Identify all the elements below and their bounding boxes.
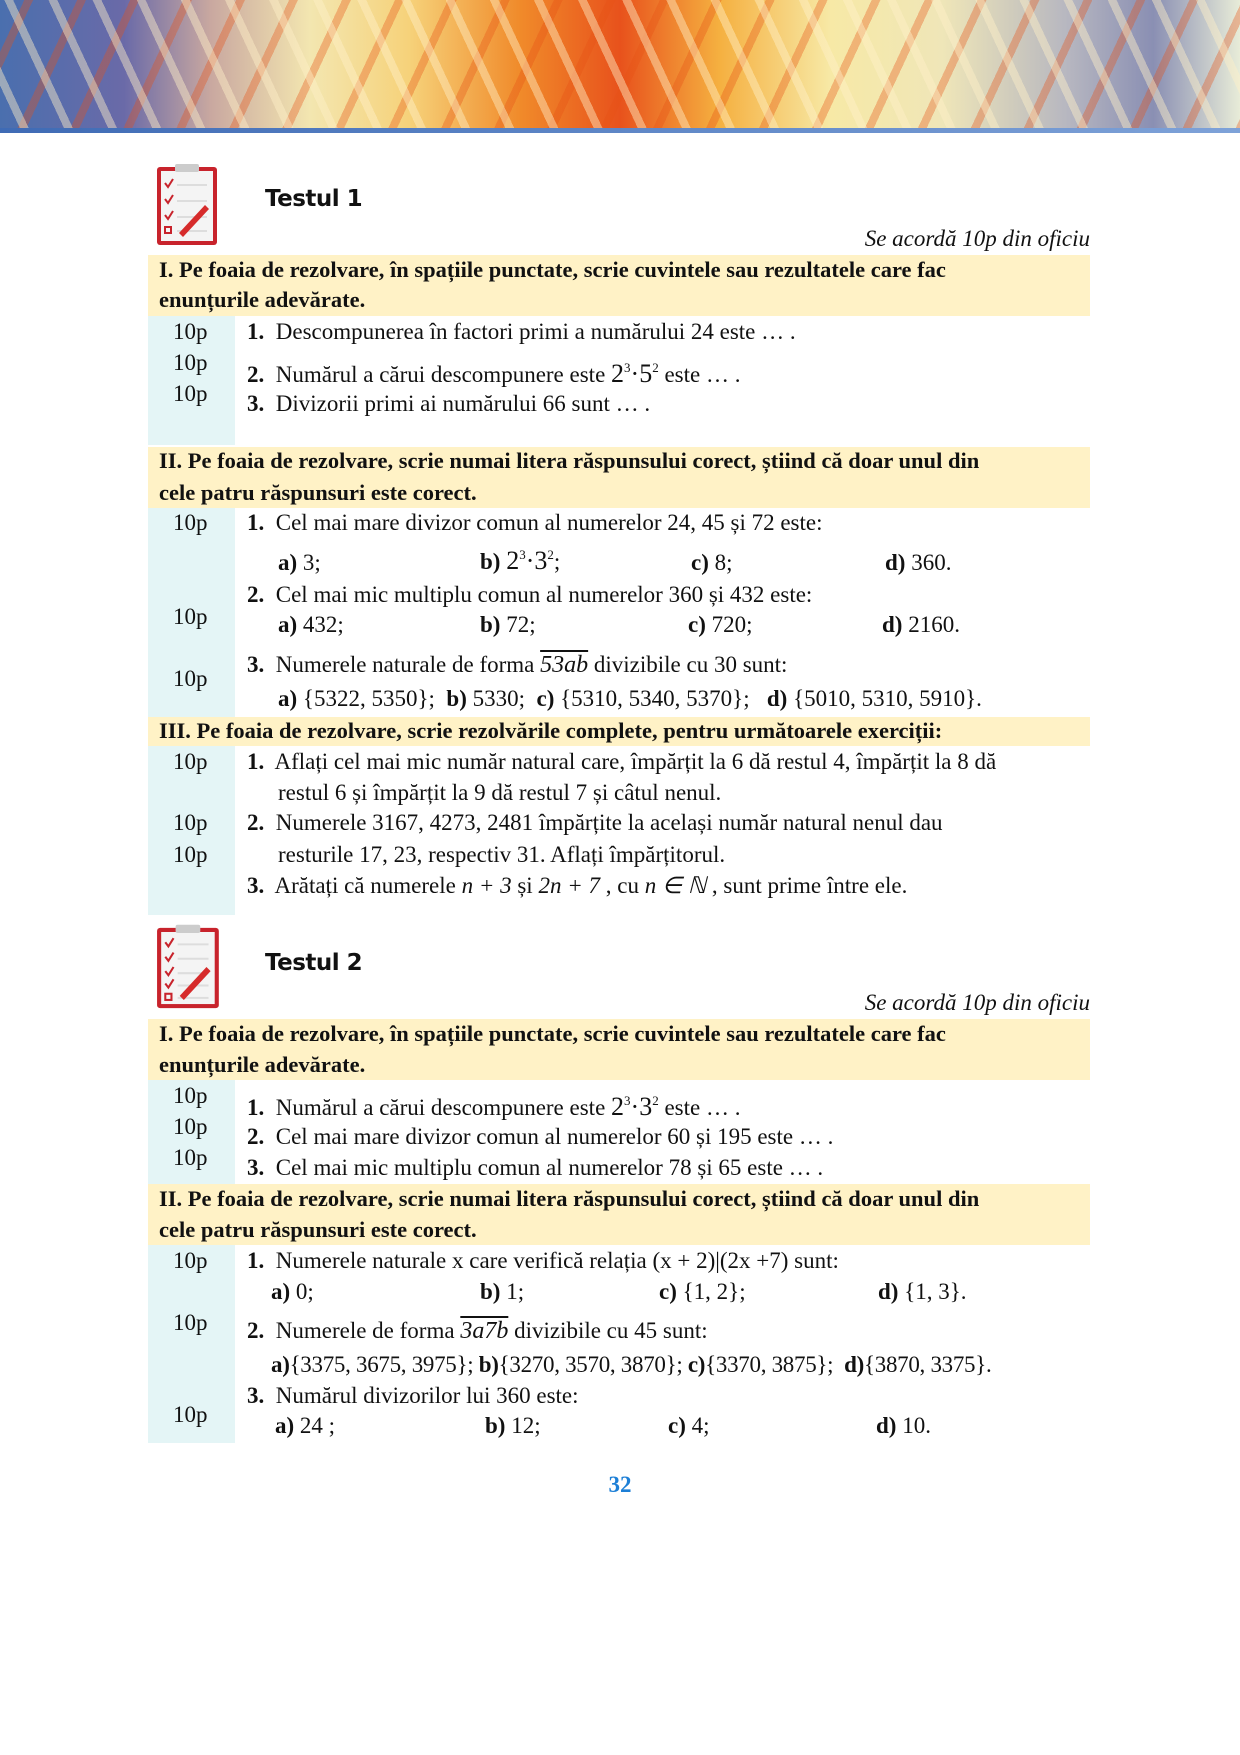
section-instruction: cele patru răspunsuri este corect. <box>159 1217 477 1242</box>
section-instruction: I. Pe foaia de rezolvare, în spațiile punctate, scrie cuvintele sau rezultatele care fac <box>159 257 946 282</box>
option-b: b) 1; <box>480 1279 525 1304</box>
page-number: 32 <box>608 1472 632 1497</box>
option-d: d) 10. <box>876 1413 931 1438</box>
option-b: b) 12; <box>485 1413 541 1438</box>
question: 3. Numerele naturale de forma 53ab divizibile cu 30 sunt: <box>247 652 788 678</box>
question: 3. Cel mai mic multiplu comun al numerelor 78 și 65 este … . <box>247 1155 824 1180</box>
section-instruction: cele patru răspunsuri este corect. <box>159 480 477 505</box>
question: 2. Cel mai mic multiplu comun al numerelor 360 și 432 este: <box>247 582 813 607</box>
points-label: 10p <box>173 510 208 535</box>
question: 1. Descompunerea în factori primi a numărului 24 este … . <box>247 319 796 344</box>
points-note: Se acordă 10p din oficiu <box>864 226 1090 251</box>
points-label: 10p <box>173 319 208 344</box>
points-label: 10p <box>173 1145 208 1170</box>
option-c: c) 8; <box>691 550 733 575</box>
question: 1. Aflați cel mai mic număr natural care, împărțit la 6 dă restul 4, împărțit la 8 dă <box>247 749 997 774</box>
points-label: 10p <box>173 381 208 406</box>
section-instruction: enunțurile adevărate. <box>159 287 366 312</box>
question: 2. Numerele 3167, 4273, 2481 împărțite la același număr natural nenul dau <box>247 810 943 835</box>
options-row: a) {5322, 5350}; b) 5330; c) {5310, 5340, 5370}; d) {5010, 5310, 5910}. <box>278 686 982 711</box>
clipboard-checklist-icon <box>155 923 225 1011</box>
option-a: a) 432; <box>278 612 344 637</box>
question: 2. Numărul a cărui descompunere este $2^3\cdot 5^2$ este … . <box>247 359 741 388</box>
test-title: Testul 1 <box>265 186 363 212</box>
points-label: 10p <box>173 666 208 691</box>
points-label: 10p <box>173 1083 208 1108</box>
question: 1. Numărul a cărui descompunere este $2^3\cdot 3^2$ este … . <box>247 1092 741 1121</box>
clipboard-checklist-icon <box>155 163 223 247</box>
option-b: b) $2^3\cdot 3^2$; <box>480 546 561 575</box>
option-d: d) {1, 3}. <box>878 1279 967 1304</box>
section-instruction: enunțurile adevărate. <box>159 1052 366 1077</box>
points-label: 10p <box>173 1402 208 1427</box>
section-instruction: III. Pe foaia de rezolvare, scrie rezolvările complete, pentru următoarele exerciții: <box>159 718 943 743</box>
points-label: 10p <box>173 604 208 629</box>
option-d: d) 2160. <box>882 612 960 637</box>
options-row: a){3375, 3675, 3975}; b){3270, 3570, 3870}; c){3370, 3875}; d){3870, 3375}. <box>271 1352 992 1377</box>
question: 3. Divizorii primi ai numărului 66 sunt … . <box>247 391 651 416</box>
option-c: c) 720; <box>688 612 753 637</box>
section-instruction: II. Pe foaia de rezolvare, scrie numai litera răspunsului corect, știind că doar unul din <box>159 1186 980 1211</box>
question-continuation: resturile 17, 23, respectiv 31. Aflați împărțitorul. <box>278 842 726 867</box>
option-d: d) 360. <box>885 550 952 575</box>
header-divider <box>0 128 1240 133</box>
option-c: c) {1, 2}; <box>659 1279 746 1304</box>
points-label: 10p <box>173 810 208 835</box>
points-label: 10p <box>173 842 208 867</box>
section-instruction: I. Pe foaia de rezolvare, în spațiile punctate, scrie cuvintele sau rezultatele care fac <box>159 1021 946 1046</box>
question: 1. Numerele naturale x care verifică relația (x + 2)|(2x +7) sunt: <box>247 1248 839 1273</box>
test-title: Testul 2 <box>265 950 363 976</box>
points-label: 10p <box>173 1310 208 1335</box>
question: 3. Numărul divizorilor lui 360 este: <box>247 1383 579 1408</box>
points-label: 10p <box>173 1248 208 1273</box>
question-continuation: restul 6 și împărțit la 9 dă restul 7 și câtul nenul. <box>278 780 722 805</box>
option-b: b) 72; <box>480 612 536 637</box>
option-c: c) 4; <box>668 1413 710 1438</box>
question: 2. Cel mai mare divizor comun al numerelor 60 și 195 este … . <box>247 1124 834 1149</box>
points-note: Se acordă 10p din oficiu <box>864 990 1090 1015</box>
question: 1. Cel mai mare divizor comun al numerelor 24, 45 și 72 este: <box>247 510 823 535</box>
question: 2. Numerele de forma 3a7b divizibile cu 45 sunt: <box>247 1318 708 1344</box>
option-a: a) 3; <box>278 550 321 575</box>
option-a: a) 24 ; <box>275 1413 336 1438</box>
header-banner-image <box>0 0 1240 128</box>
question: 3. Arătați că numerele n + 3 și 2n + 7 , cu n ∈ ℕ , sunt prime între ele. <box>247 873 908 898</box>
points-label: 10p <box>173 1114 208 1139</box>
points-label: 10p <box>173 350 208 375</box>
section-instruction: II. Pe foaia de rezolvare, scrie numai litera răspunsului corect, știind că doar unul din <box>159 448 980 473</box>
option-a: a) 0; <box>271 1279 314 1304</box>
points-label: 10p <box>173 749 208 774</box>
